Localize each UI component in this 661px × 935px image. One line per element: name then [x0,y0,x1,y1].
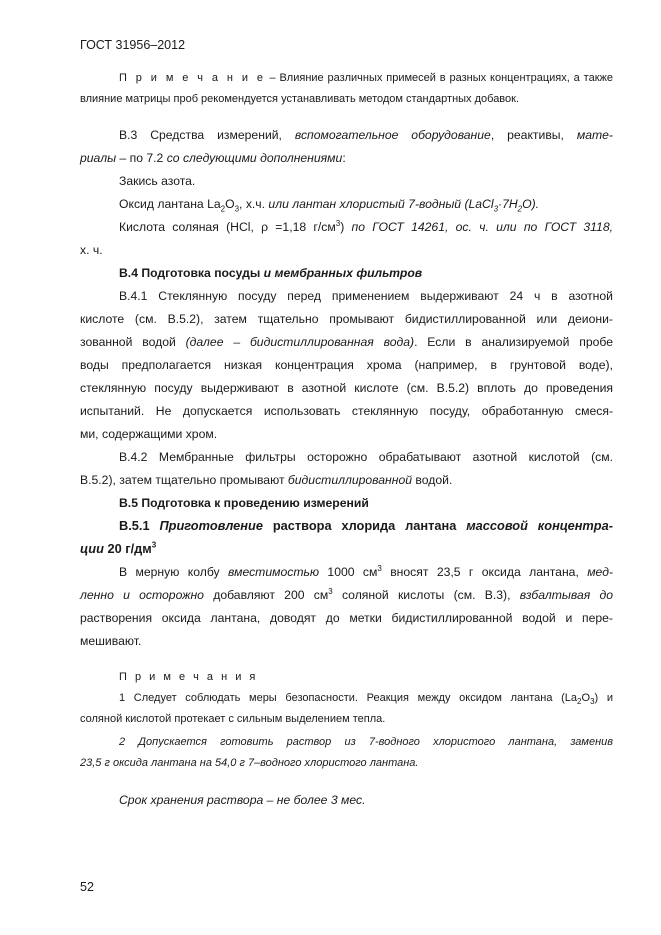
b5-p-line-4: мешивают. [80,634,142,648]
notes-label: П р и м е ч а н и я [119,671,258,683]
b3-line-3: Закись азота. [119,174,196,188]
note-top-line-1 [119,70,613,86]
b4-heading: В.4 Подготовка посуды и мембранных фильтров [119,266,423,280]
b5-p-line-2: ленно и осторожно добавляют 200 $см^3$ соляной кислоты (см. В.3), взбалтывая до [80,586,613,602]
note-1-line-1: 1 Следует соблюдать меры безопасности. Реакция между оксидом лантана $(La_2O_3)$ и [119,692,613,707]
b4-p1-line-2: кислоте (см. В.5.2), затем тщательно промывают бидистиллированной или деиони- [80,312,613,326]
b4-p1-line-1: В.4.1 Стеклянную посуду перед применением выдерживают 24 ч в азотной [119,289,613,303]
note-top-line-2: влияние матрицы проб рекомендуется устанавливать методом стандартных добавок. [80,93,520,105]
note-top-label: П р и м е ч а н и е [119,72,266,84]
b5-p-line-3: растворения оксида лантана, доводят до метки бидистиллированной водой и пере- [80,611,613,625]
b4-p1-line-3: зованной водой (далее – бидистиллированная вода). Если в анализируемой пробе [80,335,613,349]
b4-p2-line-1: В.4.2 Мембранные фильтры осторожно обрабатывают азотной кислотой (см. [119,450,613,464]
note-2-line-1: 2 Допускается готовить раствор из 7-водного хлористого лантана, заменив [119,736,613,748]
b3-line-5: Кислота соляная (HCl, ρ =1,18 $г/см^3$) по ГОСТ 14261, ос. ч. или по ГОСТ 3118, [119,218,614,234]
page-number: 52 [80,880,94,894]
note-top-text: – Влияние различных примесей в разных концентрациях, а также [265,72,614,84]
note-2-line-2: 23,5 г оксида лантана на 54,0 г 7–водного хлористого лантана. [80,757,419,769]
b3-line-2: риалы – по 7.2 со следующими дополнениями: [80,151,346,165]
b4-p1-line-6: испытаний. Не допускается использовать стеклянную посуду, обработанную смеся- [80,404,613,418]
b4-p1-line-4: воды предполагается низкая концентрация хрома (например, в грунтовой воде), [80,358,613,372]
b5-heading: В.5 Подготовка к проведению измерений [119,496,369,510]
b3-line-1: В.3 Средства измерений, вспомогательное оборудование, реактивы, мате- [119,128,613,142]
b3-line-4: Оксид лантана $La_2O_3$, х.ч. или лантан хлористый 7-водный $(LaCl_3\cdot 7H_2O)$. [119,197,540,214]
b4-p1-line-7: ми, содержащими хром. [80,427,218,441]
b4-p1-line-5: стеклянную посуду выдерживают в азотной кислоте (см. В.5.2) вплоть до проведения [80,381,613,395]
b3-line-6: х. ч. [80,243,103,257]
doc-code-header: ГОСТ 31956–2012 [80,38,186,52]
b5-subheading-line-2: ции 20 $г/дм^3$ [80,540,157,556]
b4-p2-line-2: В.5.2), затем тщательно промывают бидистиллированной водой. [80,473,453,487]
b5-p-line-1: В мерную колбу вместимостью 1000 $см^3$ вносят 23,5 г оксида лантана, мед- [119,563,613,579]
storage-note: Срок хранения раствора – не более 3 мес. [119,793,366,807]
b5-subheading-line-1: В.5.1 Приготовление раствора хлорида лантана массовой концентра- [119,518,613,533]
note-1-line-2: соляной кислотой протекает с сильным выделением тепла. [80,713,386,725]
